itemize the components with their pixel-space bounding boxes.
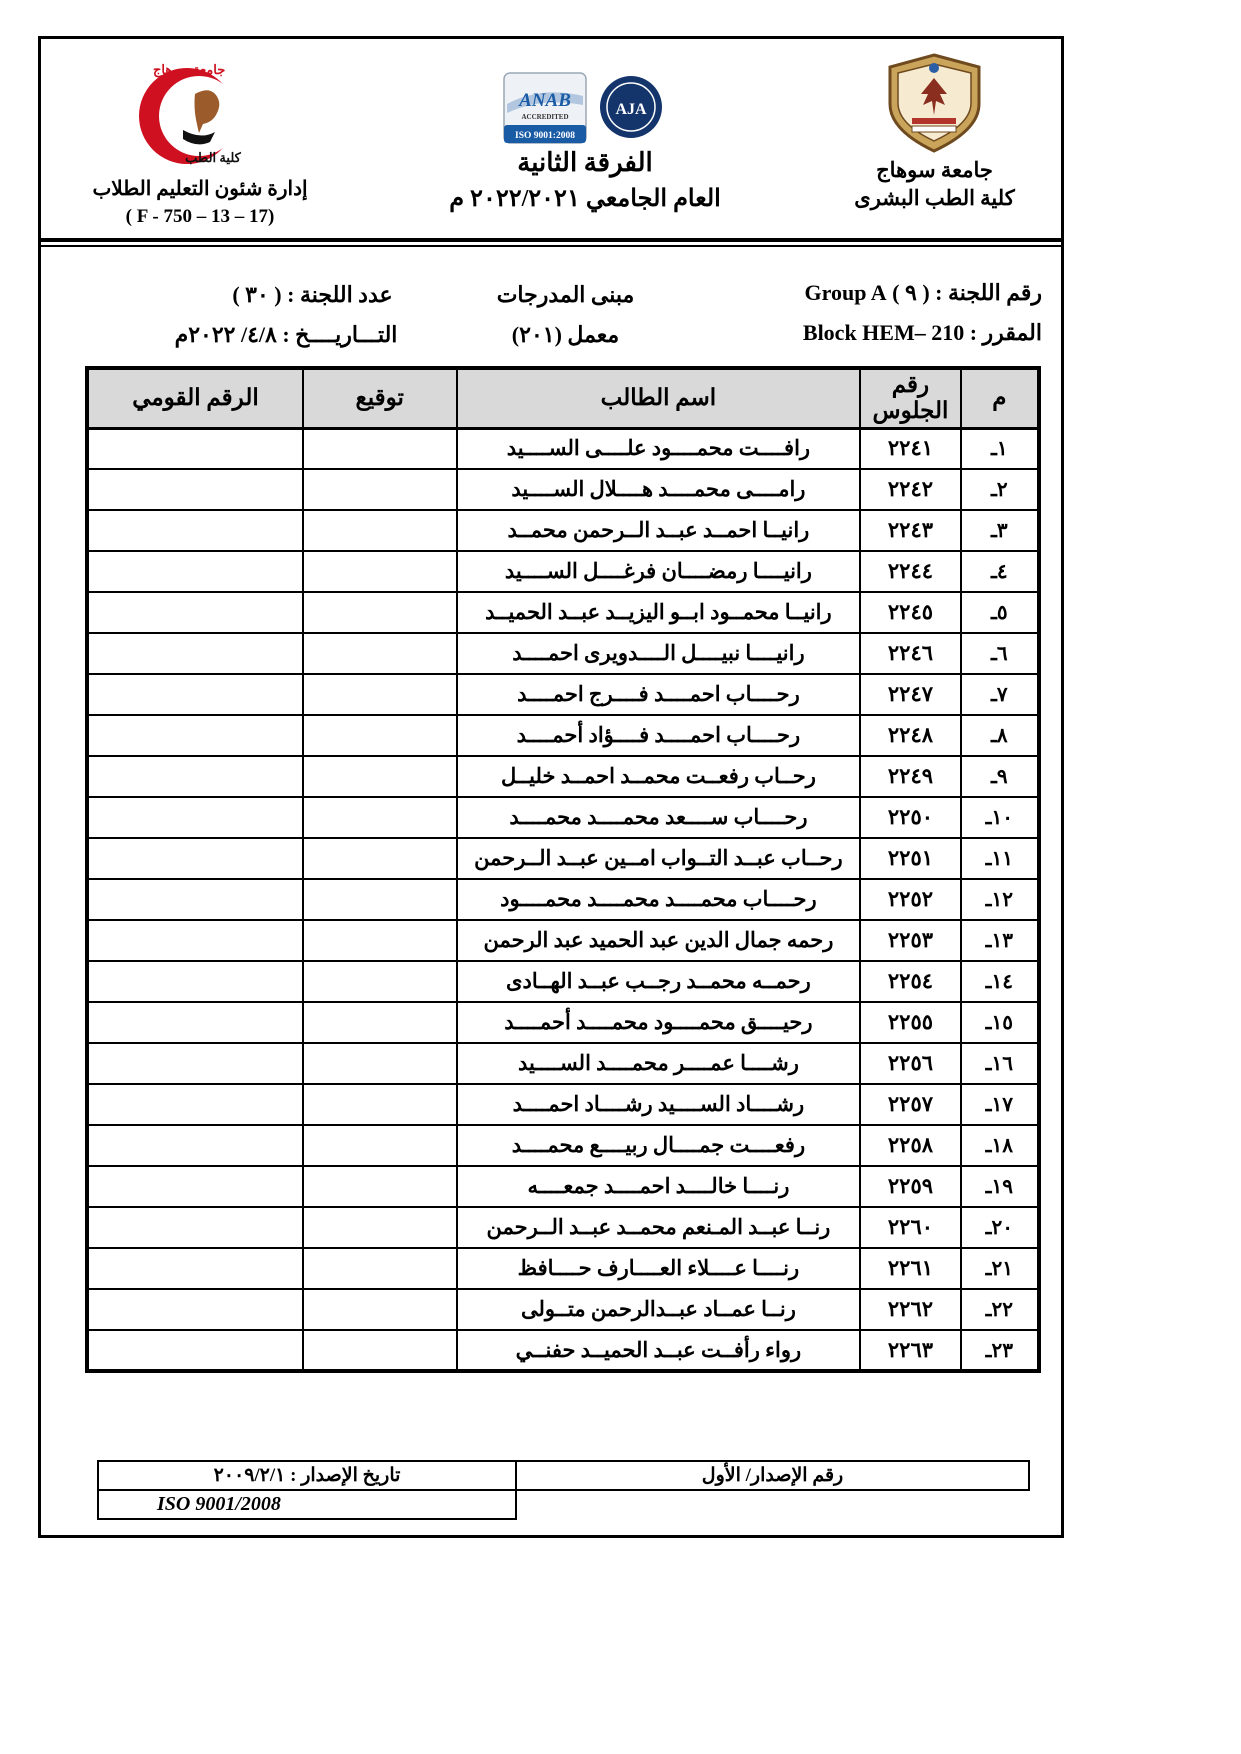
student-name-cell: رافــــت محمــــود علــــى الســــيد xyxy=(457,428,861,469)
serial-cell: ٦ـ xyxy=(961,633,1039,674)
signature-cell xyxy=(303,797,457,838)
aja-wordmark: AJA xyxy=(615,101,647,118)
serial-cell: ٢ـ xyxy=(961,469,1039,510)
col-header-seat: رقم الجلوس xyxy=(860,368,960,428)
student-row xyxy=(87,1289,1039,1330)
iso-certification-text: ISO 9001/2008 xyxy=(157,1493,281,1515)
student-row xyxy=(87,1166,1039,1207)
student-row xyxy=(87,1125,1039,1166)
signature-cell xyxy=(303,1248,457,1289)
seat-number-cell: ٢٢٤٤ xyxy=(860,551,960,592)
seat-number-cell: ٢٢٦٠ xyxy=(860,1207,960,1248)
table-header-row xyxy=(87,368,1039,428)
national-id-cell xyxy=(87,1330,303,1371)
seat-number-cell: ٢٢٤٨ xyxy=(860,715,960,756)
student-name-cell: رحــــاب احمــــد فــــرج احمــــد xyxy=(457,674,861,715)
issue-number: رقم الإصدار/ الأول xyxy=(515,1462,1028,1489)
student-name-cell: رفعــــت جمــــال ربيــــع محمــــد xyxy=(457,1125,861,1166)
seat-number-cell: ٢٢٥٥ xyxy=(860,1002,960,1043)
header-divider-thick xyxy=(38,238,1064,242)
building-name: مبنى المدرجات xyxy=(496,282,635,307)
student-table-body xyxy=(87,428,1039,1371)
national-id-cell xyxy=(87,920,303,961)
university-emblem xyxy=(882,52,987,154)
seat-number-cell: ٢٢٤٣ xyxy=(860,510,960,551)
seat-number-cell: ٢٢٥١ xyxy=(860,838,960,879)
signature-cell xyxy=(303,838,457,879)
signature-cell xyxy=(303,510,457,551)
issue-date: تاريخ الإصدار : ٢٠٠٩/٢/١ xyxy=(213,1465,401,1486)
student-row xyxy=(87,920,1039,961)
student-row xyxy=(87,1084,1039,1125)
serial-cell: ١٦ـ xyxy=(961,1043,1039,1084)
national-id-cell xyxy=(87,1207,303,1248)
national-id-cell xyxy=(87,592,303,633)
national-id-cell xyxy=(87,756,303,797)
student-row xyxy=(87,715,1039,756)
col-header-signature: توقيع xyxy=(303,368,457,428)
national-id-cell xyxy=(87,674,303,715)
col-header-national-id: الرقم القومي xyxy=(87,368,303,428)
serial-cell: ٣ـ xyxy=(961,510,1039,551)
seat-number-cell: ٢٢٤٢ xyxy=(860,469,960,510)
student-row xyxy=(87,1002,1039,1043)
serial-cell: ٩ـ xyxy=(961,756,1039,797)
seat-number-cell: ٢٢٤٦ xyxy=(860,633,960,674)
student-name-cell: رحيــــق محمــــود محمــــد أحمــــد xyxy=(457,1002,861,1043)
seat-number-cell: ٢٢٤٩ xyxy=(860,756,960,797)
student-row xyxy=(87,469,1039,510)
national-id-cell xyxy=(87,797,303,838)
seat-number-cell: ٢٢٥٢ xyxy=(860,879,960,920)
header-divider-thin xyxy=(38,245,1064,247)
signature-cell xyxy=(303,1289,457,1330)
signature-cell xyxy=(303,633,457,674)
national-id-cell xyxy=(87,469,303,510)
national-id-cell xyxy=(87,715,303,756)
student-name-cell: رواء رأفــت عبــد الحميــد حفنــي xyxy=(457,1330,861,1371)
student-name-cell: رنــــا خالــــد احمــــد جمعــــه xyxy=(457,1166,861,1207)
student-name-cell: رامــــى محمــــد هــــلال الســــيد xyxy=(457,469,861,510)
seat-number-cell: ٢٢٤٧ xyxy=(860,674,960,715)
seat-number-cell: ٢٢٥٩ xyxy=(860,1166,960,1207)
student-row xyxy=(87,1207,1039,1248)
serial-cell: ١٤ـ xyxy=(961,961,1039,1002)
serial-cell: ٢٣ـ xyxy=(961,1330,1039,1371)
serial-cell: ٢١ـ xyxy=(961,1248,1039,1289)
anab-accredited-text: ACCREDITED xyxy=(521,113,569,121)
seat-number-cell: ٢٢٥٨ xyxy=(860,1125,960,1166)
serial-cell: ١٢ـ xyxy=(961,879,1039,920)
signature-cell xyxy=(303,1207,457,1248)
signature-cell xyxy=(303,1125,457,1166)
aja-logo-graphic xyxy=(598,74,664,140)
serial-cell: ١٥ـ xyxy=(961,1002,1039,1043)
student-row xyxy=(87,1330,1039,1371)
signature-cell xyxy=(303,551,457,592)
crescent-logo-graphic xyxy=(95,58,280,168)
serial-cell: ١١ـ xyxy=(961,838,1039,879)
student-row xyxy=(87,838,1039,879)
student-row xyxy=(87,674,1039,715)
signature-cell xyxy=(303,1084,457,1125)
anab-logo-graphic xyxy=(503,72,587,144)
serial-cell: ٢٢ـ xyxy=(961,1289,1039,1330)
student-name-cell: رحــاب رفعــت محمــد احمــد خليــل xyxy=(457,756,861,797)
student-name-cell: رحمــه محمــد رجــب عبــد الهــادى xyxy=(457,961,861,1002)
student-name-cell: رانيــــا رمضــــان فرغــــل الســــيد xyxy=(457,551,861,592)
course-code: المقرر : Block HEM– 210 xyxy=(802,320,1042,345)
faculty-name: كلية الطب البشرى xyxy=(854,186,1015,210)
serial-cell: ١ـ xyxy=(961,428,1039,469)
exam-date: التـــاريــــخ : ٤/٨/ ٢٠٢٢م xyxy=(174,322,398,347)
signature-cell xyxy=(303,879,457,920)
national-id-cell xyxy=(87,1043,303,1084)
seat-number-cell: ٢٢٦١ xyxy=(860,1248,960,1289)
serial-cell: ٨ـ xyxy=(961,715,1039,756)
student-row xyxy=(87,879,1039,920)
students-table-wrap xyxy=(85,366,1041,1373)
signature-cell xyxy=(303,1002,457,1043)
committee-count: عدد اللجنة : ( ٣٠ ) xyxy=(232,282,393,307)
national-id-cell xyxy=(87,1248,303,1289)
seat-number-cell: ٢٢٦٣ xyxy=(860,1330,960,1371)
university-emblem-graphic xyxy=(882,52,987,154)
academic-year: العام الجامعي ٢٠٢٢/٢٠٢١ م xyxy=(449,186,721,212)
student-row xyxy=(87,756,1039,797)
national-id-cell xyxy=(87,1002,303,1043)
shield-white-band xyxy=(912,126,956,132)
anab-iso-text: ISO 9001:2008 xyxy=(515,131,575,141)
signature-cell xyxy=(303,469,457,510)
student-row xyxy=(87,1248,1039,1289)
student-row xyxy=(87,510,1039,551)
signature-cell xyxy=(303,674,457,715)
national-id-cell xyxy=(87,551,303,592)
seat-number-cell: ٢٢٥٠ xyxy=(860,797,960,838)
logo-university-text: جامعة سوهاج xyxy=(153,62,226,77)
student-name-cell: رحــــاب محمــــد محمــــد محمــــود xyxy=(457,879,861,920)
iso-certification-row xyxy=(97,1491,517,1520)
seat-number-cell: ٢٢٤٥ xyxy=(860,592,960,633)
committee-number: رقم اللجنة : ( ٩ ) Group A xyxy=(804,280,1042,305)
seat-number-cell: ٢٢٥٧ xyxy=(860,1084,960,1125)
student-name-cell: رحمه جمال الدين عبد الحميد عبد الرحمن xyxy=(457,920,861,961)
footer-issue-row xyxy=(97,1460,1030,1491)
student-name-cell: رنــا عمــاد عبــدالرحمن متــولى xyxy=(457,1289,861,1330)
students-table xyxy=(85,366,1041,1373)
student-name-cell: رانيــــا نبيــــل الــــدويرى احمــــد xyxy=(457,633,861,674)
student-name-cell: رحــــاب ســــعد محمــــد محمــــد xyxy=(457,797,861,838)
national-id-cell xyxy=(87,428,303,469)
serial-cell: ٧ـ xyxy=(961,674,1039,715)
anab-wordmark: ANAB xyxy=(519,90,571,111)
national-id-cell xyxy=(87,838,303,879)
lab-room: معمل (٢٠١) xyxy=(511,322,620,347)
aja-registrars-logo xyxy=(598,74,664,140)
seat-number-cell: ٢٢٤١ xyxy=(860,428,960,469)
student-row xyxy=(87,633,1039,674)
student-name-cell: رنــا عبــد المـنعم محمــد عبــد الــرحمن xyxy=(457,1207,861,1248)
student-name-cell: رحــاب عبــد التــواب امــين عبــد الــرحمن xyxy=(457,838,861,879)
student-name-cell: رحــــاب احمــــد فــــؤاد أحمــــد xyxy=(457,715,861,756)
national-id-cell xyxy=(87,510,303,551)
student-row xyxy=(87,797,1039,838)
serial-cell: ١٧ـ xyxy=(961,1084,1039,1125)
signature-cell xyxy=(303,1043,457,1084)
grade-title: الفرقة الثانية xyxy=(517,148,653,177)
national-id-cell xyxy=(87,1166,303,1207)
student-row xyxy=(87,1043,1039,1084)
serial-cell: ٢٠ـ xyxy=(961,1207,1039,1248)
serial-cell: ٤ـ xyxy=(961,551,1039,592)
student-row xyxy=(87,551,1039,592)
shield-red-band xyxy=(912,118,956,124)
student-row xyxy=(87,592,1039,633)
student-row xyxy=(87,428,1039,469)
col-header-name: اسم الطالب xyxy=(457,368,861,428)
department-line: إدارة شئون التعليم الطلاب xyxy=(92,178,308,200)
college-crescent-logo xyxy=(95,58,280,168)
seat-number-cell: ٢٢٥٦ xyxy=(860,1043,960,1084)
form-code: ( F - 750 – 13 – 17) xyxy=(125,206,275,227)
anab-accreditation-logo xyxy=(503,72,587,144)
national-id-cell xyxy=(87,1084,303,1125)
student-name-cell: رشــــاد الســــيد رشــــاد احمــــد xyxy=(457,1084,861,1125)
university-name: جامعة سوهاج xyxy=(876,158,993,182)
serial-cell: ١٨ـ xyxy=(961,1125,1039,1166)
student-name-cell: رانيــا محمــود ابــو اليزيــد عبــد الحميــد xyxy=(457,592,861,633)
signature-cell xyxy=(303,961,457,1002)
national-id-cell xyxy=(87,1289,303,1330)
seat-number-cell: ٢٢٥٤ xyxy=(860,961,960,1002)
signature-cell xyxy=(303,1330,457,1371)
national-id-cell xyxy=(87,1125,303,1166)
serial-cell: ١٩ـ xyxy=(961,1166,1039,1207)
col-header-serial: م xyxy=(961,368,1039,428)
student-name-cell: رنــــا عــــلاء العــــارف حــــافظ xyxy=(457,1248,861,1289)
national-id-cell xyxy=(87,633,303,674)
signature-cell xyxy=(303,1166,457,1207)
seat-number-cell: ٢٢٥٣ xyxy=(860,920,960,961)
serial-cell: ١٠ـ xyxy=(961,797,1039,838)
national-id-cell xyxy=(87,879,303,920)
seat-number-cell: ٢٢٦٢ xyxy=(860,1289,960,1330)
logo-faculty-text: كلية الطب xyxy=(185,150,241,165)
national-id-cell xyxy=(87,961,303,1002)
serial-cell: ٥ـ xyxy=(961,592,1039,633)
signature-cell xyxy=(303,428,457,469)
shield-crest-dot xyxy=(929,63,939,73)
student-row xyxy=(87,961,1039,1002)
signature-cell xyxy=(303,756,457,797)
serial-cell: ١٣ـ xyxy=(961,920,1039,961)
signature-cell xyxy=(303,715,457,756)
student-name-cell: رشــــا عمــــر محمــــد الســــيد xyxy=(457,1043,861,1084)
signature-cell xyxy=(303,920,457,961)
signature-cell xyxy=(303,592,457,633)
student-name-cell: رانيــا احمــد عبــد الــرحمن محمــد xyxy=(457,510,861,551)
